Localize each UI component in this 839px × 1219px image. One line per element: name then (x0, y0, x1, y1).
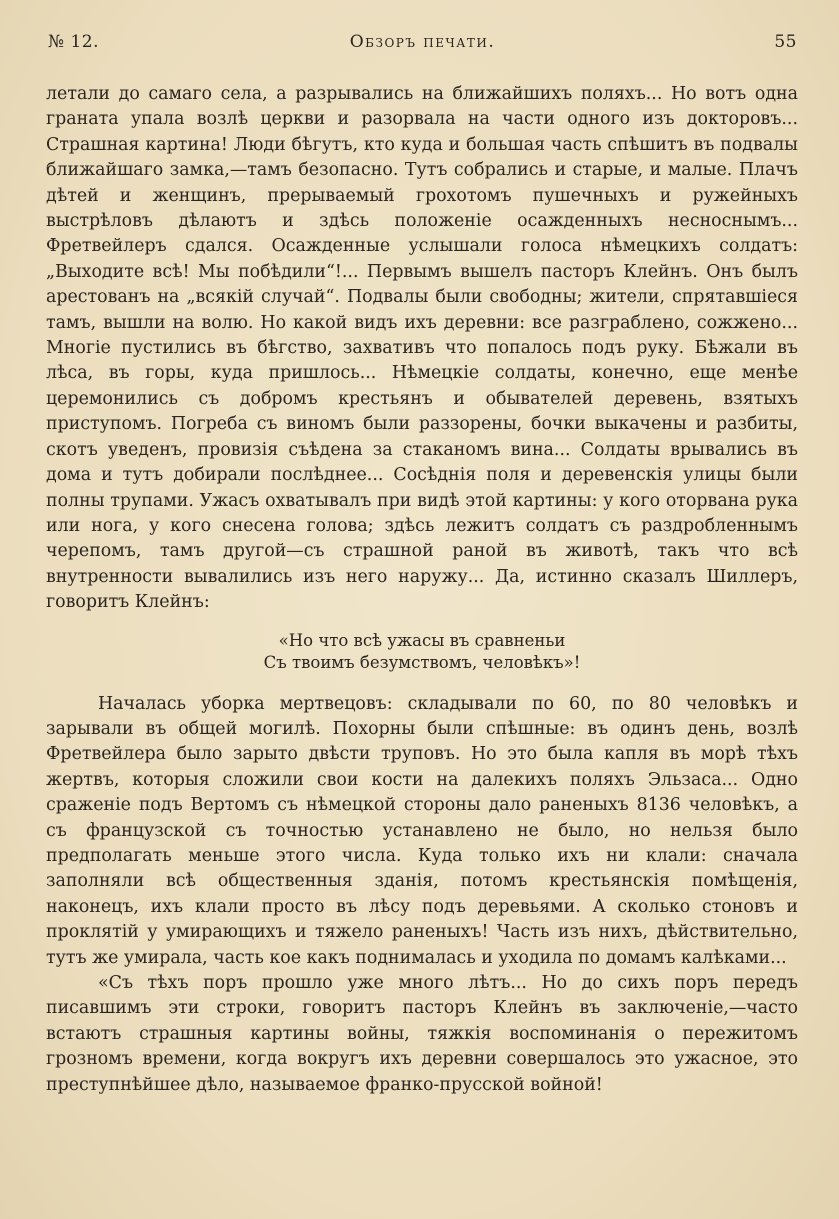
poem-quote (46, 630, 798, 674)
issue-number: № 12. (48, 32, 100, 52)
running-header (48, 28, 797, 58)
poem-line-1: «Но что всѣ ужасы въ сравненьи (278, 630, 566, 650)
paragraph-1: летали до самаго села, а разрывались на ближайшихъ поляхъ... Но вотъ одна граната упала возлѣ церкви и разорвала на части одного изъ докторовъ... Страшная картина! Люди бѣгутъ, кто куда и большая часть спѣшитъ въ подвалы ближайшаго замка,—тамъ безопасно. Тутъ собрались и старые, и малые. Плачъ дѣтей и женщинъ, прерываемый грохотомъ пушечныхъ и ружейныхъ выстрѣловъ дѣлаютъ и здѣсь положеніе осажденныхъ несноснымъ... Фретвейлеръ сдался. Осажденные услышали голоса нѣмецкихъ солдатъ: „Выходите всѣ! Мы побѣдили“!... Первымъ вышелъ пасторъ Клейнъ. Онъ былъ арестованъ на „всякій случай“. Подвалы были свободны; жители, спрятавшіеся тамъ, вышли на волю. Но какой видъ ихъ деревни: все разграблено, сожжено... Многіе пустились въ бѣгство, захвативъ что попалось подъ руку. Бѣжали въ лѣса, въ горы, куда пришлось... Нѣмецкіе солдаты, конечно, еще менѣе церемонились съ добромъ крестьянъ и обывателей деревень, взятыхъ приступомъ. Погреба съ виномъ были раззорены, бочки выкачены и разбиты, скотъ уведенъ, провизія съѣдена за стаканомъ вина... Солдаты врывались въ дома и тутъ добирали послѣднее... Сосѣднія поля и деревенскія улицы были полны трупами. Ужасъ охватывалъ при видѣ этой картины: у кого оторвана рука или нога, у кого снесена голова; здѣсь лежитъ солдатъ съ раздробленнымъ черепомъ, тамъ другой—съ страшной раной въ животѣ, такъ что всѣ внутренности вывалились изъ него наружу... Да, истинно сказалъ Шиллеръ, говоритъ Клейнъ: (46, 84, 798, 613)
poem-line-2: Съ твоимъ безумствомъ, человѣкъ»! (263, 652, 581, 672)
section-title: Обзоръ печати. (349, 32, 496, 52)
page-body (46, 82, 798, 1098)
paragraph-3: «Съ тѣхъ поръ прошло уже много лѣтъ... Но до сихъ поръ передъ писавшимъ эти строки, говоритъ пасторъ Клейнъ въ заключеніе,—часто встаютъ страшныя картины войны, тяжкія воспоминанія о пережитомъ грозномъ времени, когда вокругъ ихъ деревни совершалось это ужасное, это преступнѣйшее дѣло, называемое франко-прусской войной! (46, 973, 798, 1095)
paragraph-2: Началась уборка мертвецовъ: складывали по 60, по 80 человѣкъ и зарывали въ общей могилѣ. Похорны были спѣшные: въ одинъ день, возлѣ Фретвейлера было зарыто двѣсти труповъ. Но это была капля въ морѣ тѣхъ жертвъ, которыя сложили свои кости на далекихъ поляхъ Эльзаса... Одно сраженіе подъ Вертомъ съ нѣмецкой стороны дало раненыхъ 8136 человѣкъ, а съ французской съ точностью устанавлено не было, но нельзя было предполагать меньше этого числа. Куда только ихъ ни клали: сначала заполняли всѣ общественныя зданія, потомъ крестьянскія помѣщенія, наконецъ, ихъ клали просто въ лѣсу подъ деревьями. А сколько стоновъ и проклятій у умирающихъ и тяжело раненыхъ! Часть изъ нихъ, дѣйствительно, тутъ же умирала, часть кое какъ поднималась и уходила по домамъ калѣками... (46, 693, 798, 968)
page-number: 55 (774, 32, 797, 52)
